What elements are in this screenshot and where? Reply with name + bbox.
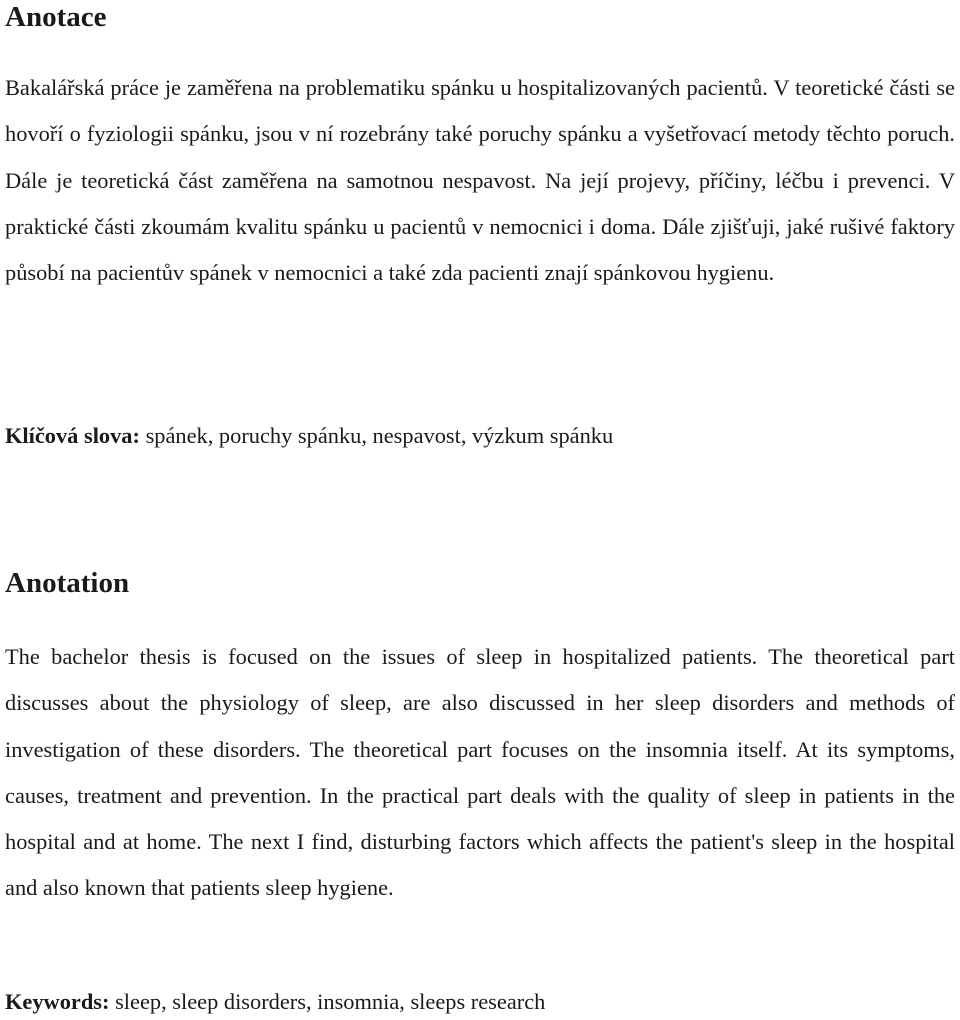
english-keywords-text: sleep, sleep disorders, insomnia, sleeps research	[109, 989, 546, 1014]
english-keywords-label: Keywords:	[5, 989, 110, 1014]
english-abstract: The bachelor thesis is focused on the issues of sleep in hospitalized patients. The theoretical part discusses about the physiology of sleep, are also discussed in her sleep disorders and methods of investigation of these disorders. The theoretical part focuses on the insomnia itself. At its symptoms, causes, treatment and prevention. In the practical part deals with the quality of sleep in patients in the hospital and at home. The next I find, disturbing factors which affects the patient's sleep in the hospital and also known that patients sleep hygiene.	[5, 644, 955, 901]
czech-heading: Anotace	[5, 1, 107, 33]
czech-keywords-text: spánek, poruchy spánku, nespavost, výzkum spánku	[139, 423, 614, 448]
czech-keywords	[5, 421, 955, 451]
czech-keywords-label: Klíčová slova:	[5, 423, 140, 448]
czech-abstract: Bakalářská práce je zaměřena na problematiku spánku u hospitalizovaných pacientů. V teoretické části se hovoří o fyziologii spánku, jsou v ní rozebrány také poruchy spánku a vyšetřovací metody těchto poruch. Dále je teoretická část zaměřena na samotnou nespavost. Na její projevy, příčiny, léčbu i prevenci. V praktické části zkoumám kvalitu spánku u pacientů v nemocnici i doma. Dále zjišťuji, jaké rušivé faktory působí na pacientův spánek v nemocnici a také zda pacienti znají spánkovou hygienu.	[5, 75, 955, 286]
english-keywords	[5, 987, 955, 1017]
english-heading: Anotation	[5, 567, 130, 599]
